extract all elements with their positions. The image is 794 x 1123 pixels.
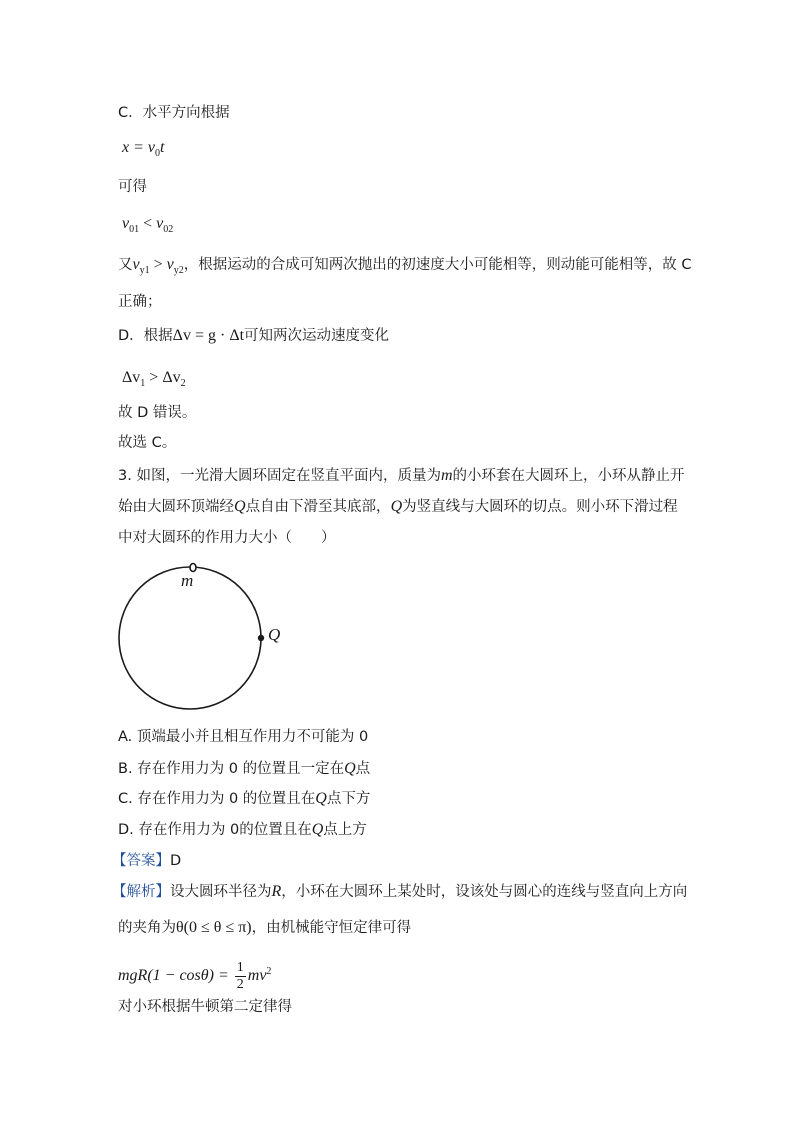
fraction-one-half: $\frac{1}{2}$ bbox=[236, 959, 244, 992]
label-m: m bbox=[181, 571, 194, 590]
answer: 【答案】D bbox=[112, 853, 182, 869]
energy-equation: mgR(1 − cosθ) = $\frac{1}{2}$ $mv^2$ bbox=[118, 959, 272, 992]
choose-c: 故选 C。 bbox=[118, 435, 177, 451]
analysis-line2: 的夹角为θ(0 ≤ θ ≤ π)，由机械能守恒定律可得 bbox=[118, 919, 412, 936]
option-c: C. 存在作用力为 0 的位置且在Q点下方 bbox=[118, 790, 371, 807]
question-3-line3: 中对大圆环的作用力大小（ ） bbox=[118, 530, 336, 546]
option-d: D. 存在作用力为 0的位置且在Q点上方 bbox=[118, 821, 367, 838]
question-3-line2: 始由大圆环顶端经Q点自由下滑至其底部，Q为竖直线与大圆环的切点。则小环下滑过程 bbox=[118, 498, 678, 515]
option-d-intro: D．根据Δv = g · Δt可知两次运动速度变化 bbox=[118, 327, 390, 344]
ring-figure bbox=[118, 560, 298, 715]
option-d-conclusion: 故 D 错误。 bbox=[118, 405, 197, 421]
newton-law-text: 对小环根据牛顿第二定律得 bbox=[118, 999, 292, 1015]
option-c-intro: C．水平方向根据 bbox=[118, 105, 230, 121]
keyi-text: 可得 bbox=[118, 179, 147, 195]
equation-v01-lt-v02: $v_{01} < v_{02}$ bbox=[122, 215, 174, 235]
option-c-paragraph-line1: 又$v_{y1} > v_{y2}$，根据运动的合成可知两次抛出的初速度大小可能相等，则动能可能相等，故 C bbox=[118, 256, 692, 276]
equation-x: $x = v_0t$ bbox=[122, 139, 165, 159]
analysis-line1: 【解析】设大圆环半径为R，小环在大圆环上某处时，设该处与圆心的连线与竖直向上方向 bbox=[112, 883, 688, 900]
point-q bbox=[258, 635, 264, 641]
option-b: B. 存在作用力为 0 的位置且一定在Q点 bbox=[118, 760, 371, 777]
question-3-line1: 3. 如图，一光滑大圆环固定在竖直平面内，质量为m的小环套在大圆环上，小环从静止开 bbox=[118, 467, 685, 484]
option-a: A. 顶端最小并且相互作用力不可能为 0 bbox=[118, 729, 369, 745]
option-c-paragraph-line2: 正确； bbox=[118, 294, 162, 310]
equation-dv1-gt-dv2: $\Delta v_1 > \Delta v_2$ bbox=[122, 369, 186, 389]
label-q: Q bbox=[268, 625, 281, 644]
